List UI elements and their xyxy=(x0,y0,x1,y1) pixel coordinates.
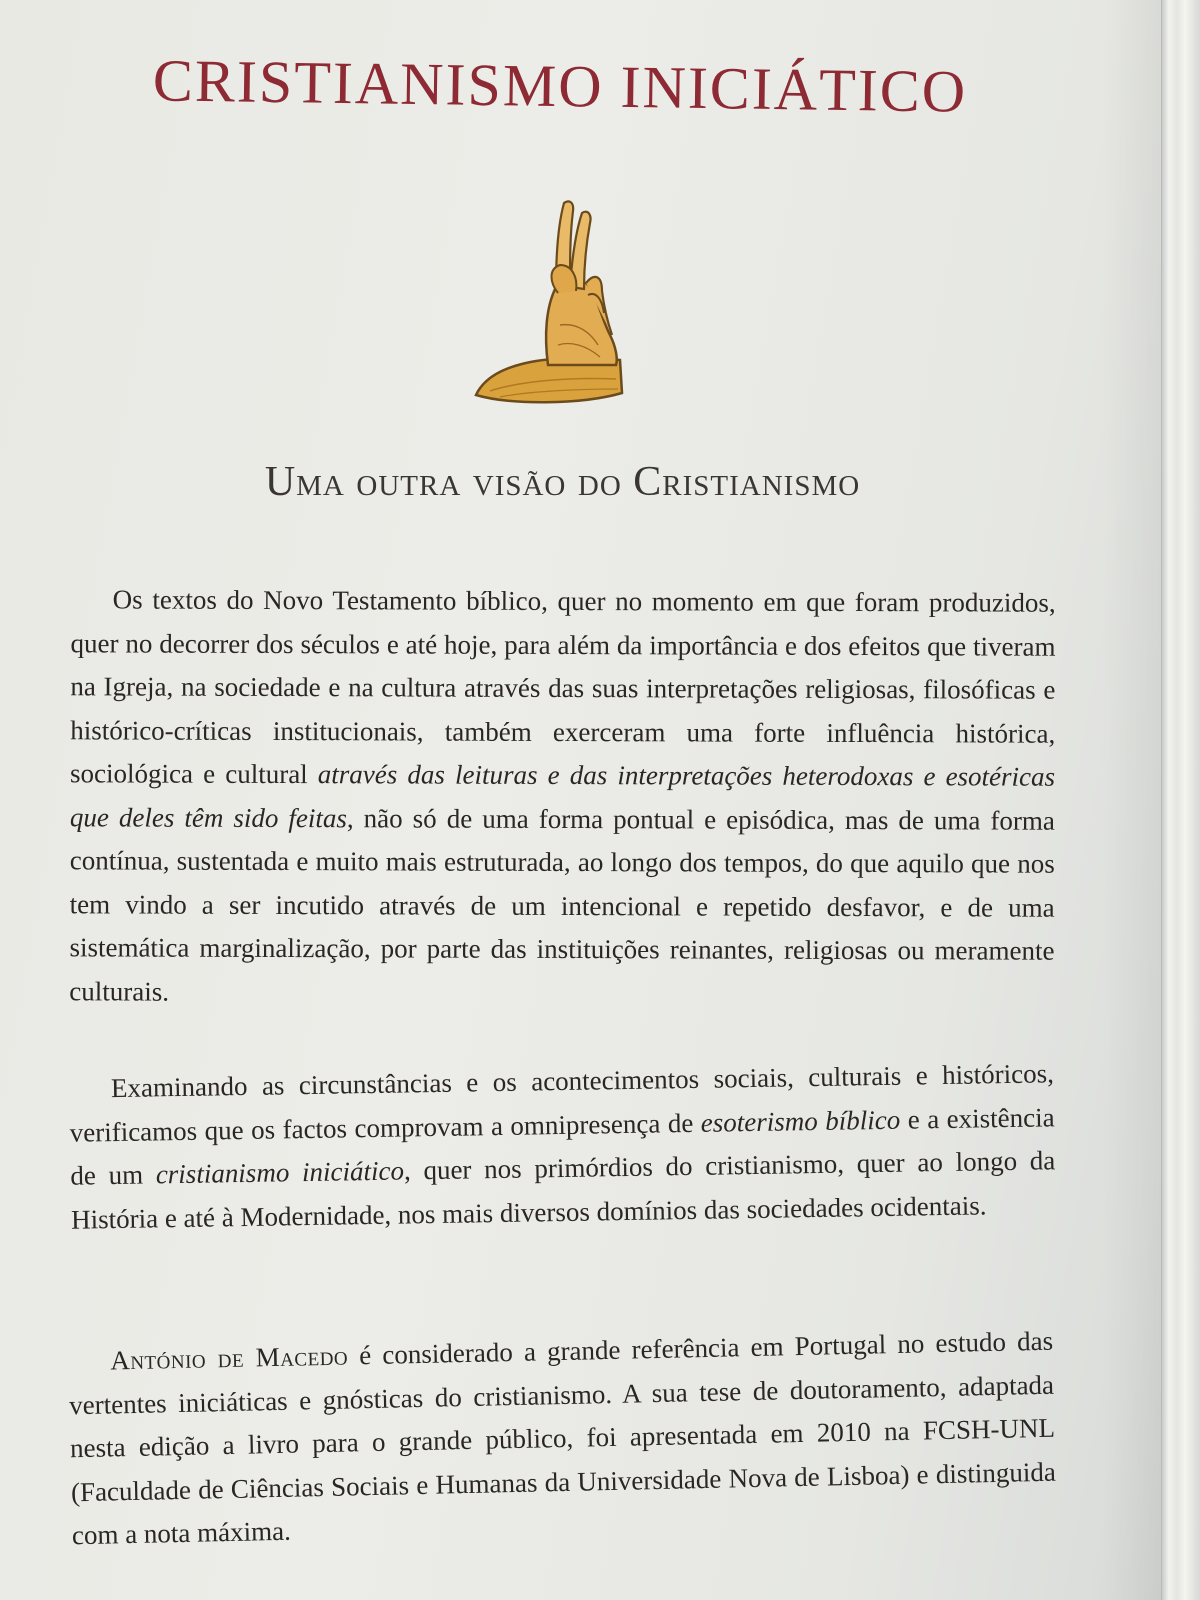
paragraph-1-italic: através das leituras e das interpretações heterodoxas e esotéricas que deles têm sido feitas xyxy=(69,759,1056,833)
paragraph-2-text-b: e a existência de um xyxy=(70,1101,1055,1191)
author-bio-paragraph xyxy=(68,1320,1057,1558)
synopsis-paragraph-2 xyxy=(69,1052,1057,1241)
paragraph-2-italic-a: esoterismo bíblico xyxy=(700,1104,901,1138)
author-name: António de Macedo xyxy=(109,1340,349,1376)
paragraph-1-text-b: , não só de uma forma pontual e episódica, mas de uma forma contínua, sustentada e muito mais estruturada, ao longo dos tempos, do que aquilo que nos tem vindo a ser incutido através de um intencional e repetido desfavor, e de uma sistemática marginalização, por parte das instituições reinantes, religiosas ou meramente culturais. xyxy=(69,802,1055,1007)
paragraph-2-text-a: Examinando as circunstâncias e os acontecimentos sociais, culturais e históricos, verificamos que os factos comprovam a omnipresença de xyxy=(69,1058,1055,1148)
book-title: CRISTIANISMO INICIÁTICO xyxy=(152,47,968,125)
paragraph-1-text-a: Os textos do Novo Testamento bíblico, quer no momento em que foram produzidos, quer no decorrer dos séculos e até hoje, para além da importância e dos efeitos que tiveram na Igreja, na sociedade e na cultura através das suas interpretações religiosas, filosóficas e histórico-críticas institucionais, também exerceram uma forte influência histórica, sociológica e cultural xyxy=(70,584,1056,790)
synopsis-paragraph-1 xyxy=(69,578,1056,1016)
paragraph-2-text-c: , quer nos primórdios do cristianismo, quer ao longo da História e até à Modernidade, nos mais diversos domínios das sociedades ocidentais. xyxy=(70,1145,1056,1235)
page-shadow xyxy=(1102,0,1162,1600)
author-bio-text: é considerado a grande referência em Portugal no estudo das vertentes iniciáticas e gnósticas do cristianismo. A sua tese de doutoramento, adaptada nesta edição a livro para o grande público, foi apresentada em 2010 na FCSH-UNL (Faculdade de Ciências Sociais e Humanas da Universidade Nova de Lisboa) e distinguida com a nota máxima. xyxy=(68,1325,1057,1551)
paragraph-2-italic-b: cristianismo iniciático xyxy=(155,1155,405,1190)
book-subtitle: Uma outra visão do Cristianismo xyxy=(264,459,861,505)
page-edges xyxy=(1161,0,1200,1600)
blessing-hand-icon xyxy=(470,195,630,415)
